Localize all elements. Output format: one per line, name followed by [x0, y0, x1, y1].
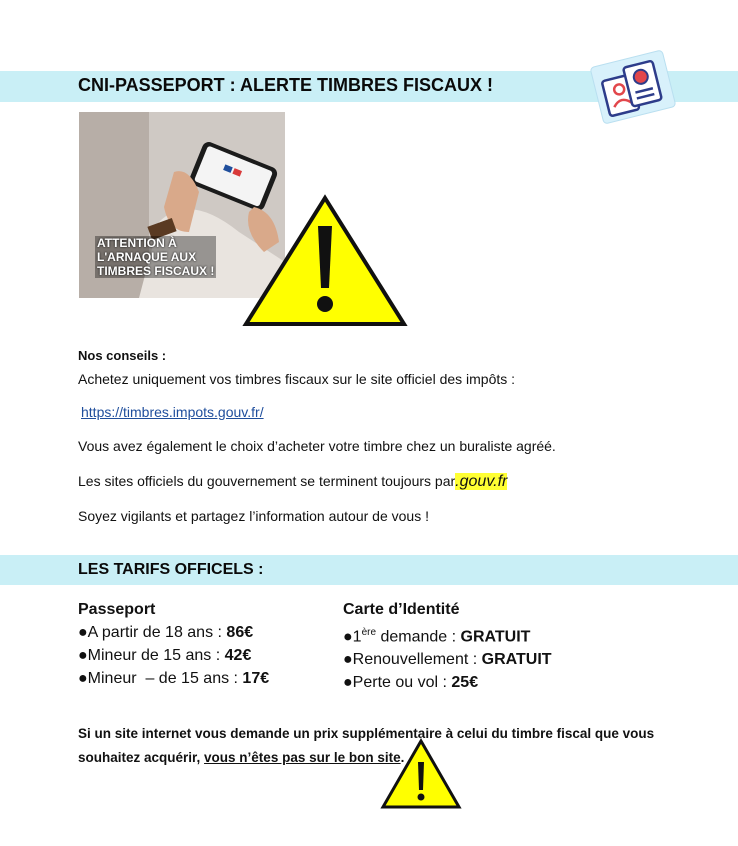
passport-item-price: 17€ [242, 670, 270, 687]
id-card-column [343, 598, 552, 694]
passport-item-price: 86€ [226, 624, 254, 641]
passport-item [78, 667, 269, 690]
id-card-item-price: GRATUIT [481, 651, 552, 669]
warning-paragraph [78, 722, 678, 770]
warning-triangle-icon [380, 738, 462, 810]
id-card-item [343, 648, 552, 671]
passport-id-icon [590, 44, 676, 130]
gouv-fr-highlight: .gouv.fr [455, 473, 508, 490]
id-card-item [343, 671, 552, 694]
id-card-item-label: demande : [376, 628, 461, 646]
passport-column [78, 598, 269, 690]
id-card-item [343, 621, 552, 648]
page-title: CNI-PASSEPORT : ALERTE TIMBRES FISCAUX ! [78, 75, 494, 95]
warning-underlined: vous n’êtes pas sur le bon site [204, 750, 401, 765]
id-card-item-price: 25€ [451, 674, 479, 692]
advice-line-4: Soyez vigilants et partagez l’information autour de vous ! [78, 508, 429, 524]
id-card-item-sup: ère [361, 627, 377, 638]
id-card-heading: Carte d’Identité [343, 601, 460, 618]
passport-item-label: ●A partir de 18 ans : [78, 624, 227, 641]
advice-line-1: Achetez uniquement vos timbres fiscaux sur le site officiel des impôts : [78, 371, 516, 387]
overlay-line-2: L'ARNAQUE AUX [95, 250, 216, 264]
passport-heading: Passeport [78, 601, 156, 618]
passport-item-price: 42€ [224, 647, 252, 664]
advice-line-3 [78, 472, 507, 491]
passport-item [78, 644, 269, 667]
warning-triangle-icon [242, 194, 408, 328]
passport-item [78, 621, 269, 644]
photo-overlay-text [95, 236, 216, 278]
passport-item-label: ●Mineur – de 15 ans : [78, 670, 243, 687]
advice-line-2: Vous avez également le choix d’acheter votre timbre chez un buraliste agréé. [78, 438, 556, 454]
overlay-line-1: ATTENTION À [95, 236, 216, 250]
advice-line-3-text: Les sites officiels du gouvernement se terminent toujours par [78, 473, 456, 489]
id-card-item-prefix: ●1 [343, 628, 362, 646]
warning-end: . [400, 750, 405, 765]
tariffs-title: LES TARIFS OFFICELS : [78, 561, 264, 578]
warning-text: Si un site internet vous demande un prix supplémentaire à celui du timbre fiscal que vous souhaitez acquérir, [78, 726, 655, 765]
id-card-item-label: ●Perte ou vol : [343, 674, 452, 692]
passport-item-label: ●Mineur de 15 ans : [78, 647, 225, 664]
advice-heading: Nos conseils : [78, 348, 167, 363]
id-card-item-label: ●Renouvellement : [343, 651, 482, 669]
id-card-item-price: GRATUIT [460, 628, 531, 646]
impots-link[interactable]: https://timbres.impots.gouv.fr/ [81, 404, 264, 420]
overlay-line-3: TIMBRES FISCAUX ! [97, 264, 215, 278]
